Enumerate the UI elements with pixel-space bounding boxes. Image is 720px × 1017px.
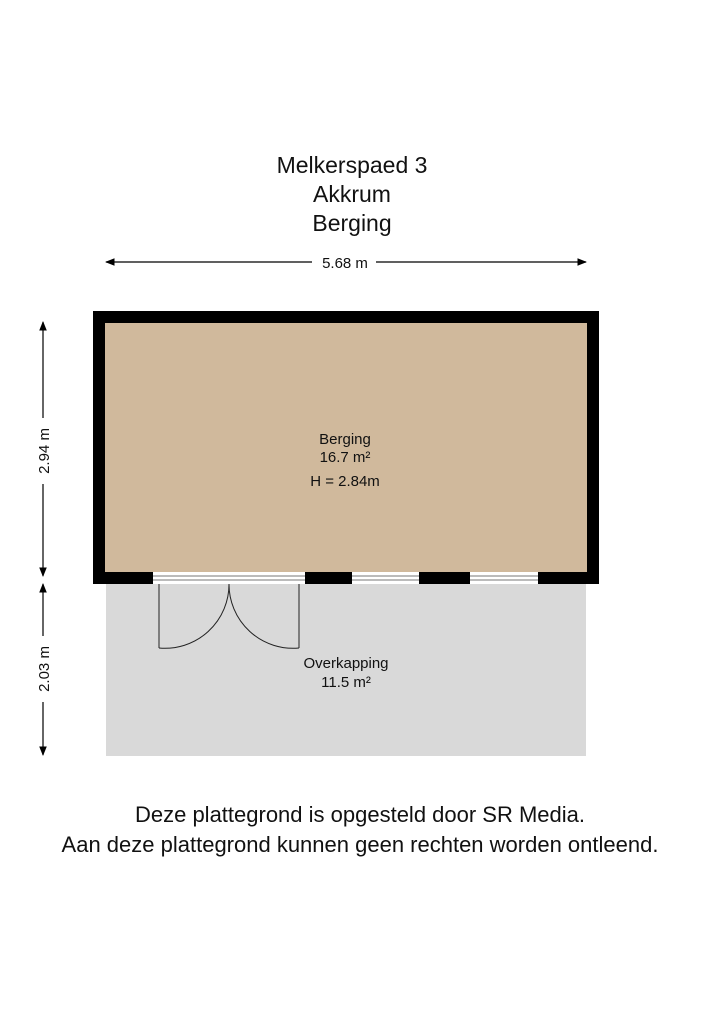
berging-area: 16.7 m² — [319, 449, 371, 466]
berging-label: Berging — [319, 431, 371, 448]
room-depth-label: 2.94 m — [36, 428, 53, 474]
city-line: Akkrum — [313, 181, 391, 207]
canopy-depth-label: 2.03 m — [36, 646, 53, 692]
room-depth-dimension — [36, 322, 53, 576]
berging-ceiling-height: H = 2.84m — [310, 473, 380, 490]
window-left — [352, 572, 419, 584]
address-line: Melkerspaed 3 — [276, 152, 428, 178]
canopy-depth-dimension — [36, 584, 53, 755]
disclaimer-line-1: Deze plattegrond is opgesteld door SR Media. — [134, 802, 586, 827]
building-line: Berging — [312, 210, 392, 236]
width-dimension-label: 5.68 m — [322, 255, 368, 272]
width-dimension — [106, 255, 586, 272]
overkapping-area-value: 11.5 m² — [321, 674, 371, 691]
window-right — [470, 572, 538, 584]
disclaimer — [0, 800, 720, 860]
door-opening — [153, 572, 305, 584]
overkapping-label: Overkapping — [303, 655, 389, 672]
disclaimer-line-2: Aan deze plattegrond kunnen geen rechten worden ontleend. — [61, 832, 659, 857]
